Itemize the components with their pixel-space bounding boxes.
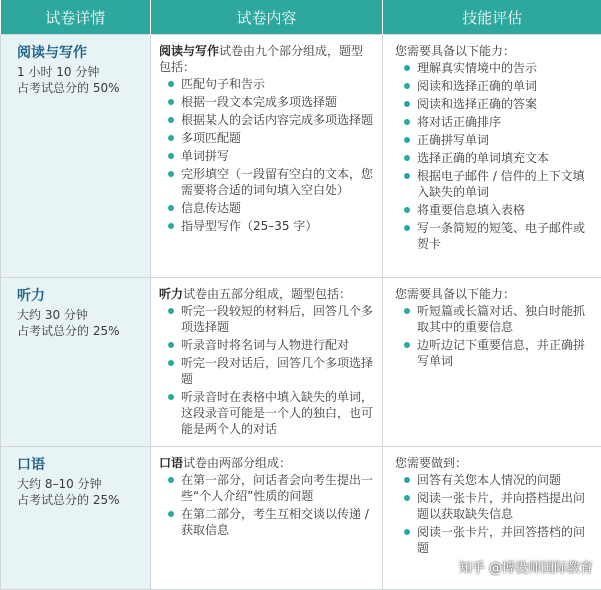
content-list — [159, 303, 374, 437]
list-item: 写一条简短的短笺、电子邮件或贺卡 — [417, 220, 595, 252]
section-weight: 占考试总分的 25% — [17, 492, 142, 508]
skills-list — [395, 303, 595, 369]
content-list — [159, 76, 374, 234]
skills-cell — [383, 278, 601, 447]
header-details: 试卷详情 — [1, 0, 151, 35]
list-item: 理解真实情境中的告示 — [417, 60, 595, 76]
watermark: 知乎 @博役师国际教育 — [459, 557, 593, 576]
list-item: 单词拼写 — [181, 148, 374, 164]
list-item: 听完一段较短的材料后，回答几个多项选择题 — [181, 303, 374, 335]
list-item: 阅读和选择正确的答案 — [417, 96, 595, 112]
section-weight: 占考试总分的 25% — [17, 323, 142, 339]
list-item: 将重要信息填入表格 — [417, 202, 595, 218]
content-intro: 口语试卷由两部分组成： — [159, 455, 374, 471]
list-item: 听录音时在表格中填入缺失的单词，这段录音可能是一个人的独白，也可能是两个人的对话 — [181, 389, 374, 437]
list-item: 完形填空（一段留有空白的文本，您需要将合适的词句填入空白处） — [181, 166, 374, 198]
content-cell — [151, 447, 383, 590]
skills-list — [395, 472, 595, 556]
list-item: 听完一段对话后，回答几个多项选择题 — [181, 355, 374, 387]
table-row — [1, 278, 601, 447]
list-item: 听短篇或长篇对话、独白时能抓取其中的重要信息 — [417, 303, 595, 335]
list-item: 多项匹配题 — [181, 130, 374, 146]
content-intro: 听力试卷由五部分组成，题型包括： — [159, 286, 374, 302]
header-row — [1, 0, 601, 35]
details-cell — [1, 447, 151, 590]
section-title: 口语 — [17, 457, 142, 474]
list-item: 阅读一张卡片，并回答搭档的问题 — [417, 524, 595, 556]
list-item: 将对话正确排序 — [417, 114, 595, 130]
list-item: 根据电子邮件 / 信件的上下文填入缺失的单词 — [417, 168, 595, 200]
content-cell — [151, 35, 383, 278]
list-item: 阅读和选择正确的单词 — [417, 78, 595, 94]
header-content: 试卷内容 — [151, 0, 383, 35]
section-duration: 大约 8–10 分钟 — [17, 476, 142, 492]
details-cell — [1, 35, 151, 278]
list-item: 选择正确的单词填充文本 — [417, 150, 595, 166]
header-skills: 技能评估 — [383, 0, 601, 35]
list-item: 边听边记下重要信息，并正确拼写单词 — [417, 337, 595, 369]
list-item: 根据一段文本完成多项选择题 — [181, 94, 374, 110]
list-item: 正确拼写单词 — [417, 132, 595, 148]
skills-intro: 您需要做到： — [395, 455, 595, 471]
section-duration: 1 小时 10 分钟 — [17, 64, 142, 80]
content-list — [159, 472, 374, 538]
skills-intro: 您需要具备以下能力： — [395, 43, 595, 59]
list-item: 在第一部分，问话者会向考生提出一些“个人介绍”性质的问题 — [181, 472, 374, 504]
section-title: 阅读与写作 — [17, 45, 142, 62]
list-item: 回答有关您本人情况的问题 — [417, 472, 595, 488]
list-item: 阅读一张卡片，并向搭档提出问题以获取缺失信息 — [417, 490, 595, 522]
section-duration: 大约 30 分钟 — [17, 307, 142, 323]
list-item: 指导型写作（25–35 字） — [181, 218, 374, 234]
content-intro: 阅读与写作试卷由九个部分组成，题型包括： — [159, 43, 374, 75]
skills-list — [395, 60, 595, 252]
list-item: 听录音时将名词与人物进行配对 — [181, 337, 374, 353]
list-item: 在第二部分，考生互相交谈以传递 / 获取信息 — [181, 506, 374, 538]
table-row — [1, 35, 601, 278]
section-title: 听力 — [17, 288, 142, 305]
list-item: 根据某人的会话内容完成多项选择题 — [181, 112, 374, 128]
section-weight: 占考试总分的 50% — [17, 80, 142, 96]
list-item: 匹配句子和告示 — [181, 76, 374, 92]
details-cell — [1, 278, 151, 447]
skills-cell — [383, 35, 601, 278]
content-cell — [151, 278, 383, 447]
list-item: 信息传达题 — [181, 200, 374, 216]
skills-intro: 您需要具备以下能力： — [395, 286, 595, 302]
